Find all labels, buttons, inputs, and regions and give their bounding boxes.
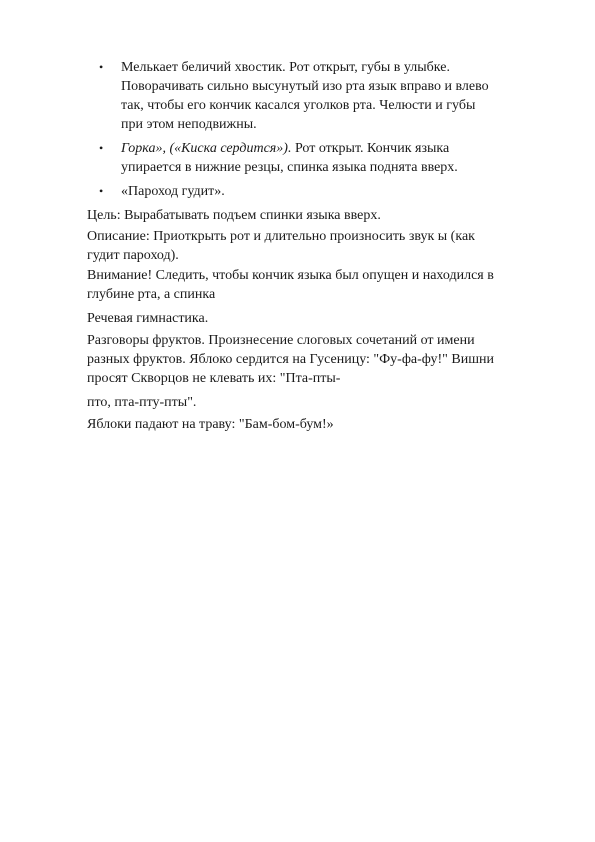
description-paragraph: [87, 227, 547, 265]
list-item-text: [121, 182, 539, 201]
text-line: просят Скворцов не клевать их: "Пта-пты-: [87, 371, 341, 386]
list-item-text: [121, 139, 539, 177]
list-item-text: [121, 58, 539, 134]
text-line: Описание: Приоткрыть рот и длительно произносить звук ы (как: [87, 229, 475, 244]
text-line: гудит пароход).: [87, 248, 179, 263]
text-line: упирается в нижние резцы, спинка языка поднята вверх.: [121, 160, 458, 175]
text-line: Поворачивать сильно высунутый изо рта язык вправо и влево: [121, 79, 489, 94]
bullet-icon: •: [99, 184, 104, 198]
text-line: при этом неподвижны.: [121, 117, 257, 132]
fruits-paragraph: [87, 331, 547, 388]
text-line: так, чтобы его кончик касался уголков рта. Челюсти и губы: [121, 98, 476, 113]
apples-paragraph: [87, 415, 547, 434]
text-line: [121, 139, 539, 158]
bullet-icon: •: [99, 60, 104, 74]
text-line: глубине рта, а спинка: [87, 287, 216, 302]
text-line: разных фруктов. Яблоко сердится на Гусеницу: "Фу-фа-фу!" Вишни: [87, 352, 494, 367]
bullet-icon: •: [99, 141, 104, 155]
text-line: Разговоры фруктов. Произнесение слоговых сочетаний от имени: [87, 333, 475, 348]
text-line: пто, пта-пту-пты".: [87, 395, 197, 410]
attention-paragraph: [87, 266, 547, 304]
text-line: Внимание! Следить, чтобы кончик языка был опущен и находился в: [87, 268, 494, 283]
text-line: Речевая гимнастика.: [87, 311, 209, 326]
text-line: Цель: Вырабатывать подъем спинки языка вверх.: [87, 208, 381, 223]
speech-gymnastics-heading: [87, 309, 547, 328]
goal-paragraph: [87, 206, 547, 225]
fruits-continuation: [87, 393, 547, 412]
text-fragment: Рот открыт. Кончик языка: [291, 141, 450, 156]
text-line: Яблоки падают на траву: "Бам-бом-бум!»: [87, 417, 334, 432]
text-line: «Пароход гудит».: [121, 184, 225, 199]
text-line: Мелькает беличий хвостик. Рот открыт, губы в улыбке.: [121, 60, 450, 75]
italic-exercise-name: Горка», («Киска сердится»).: [121, 141, 292, 156]
